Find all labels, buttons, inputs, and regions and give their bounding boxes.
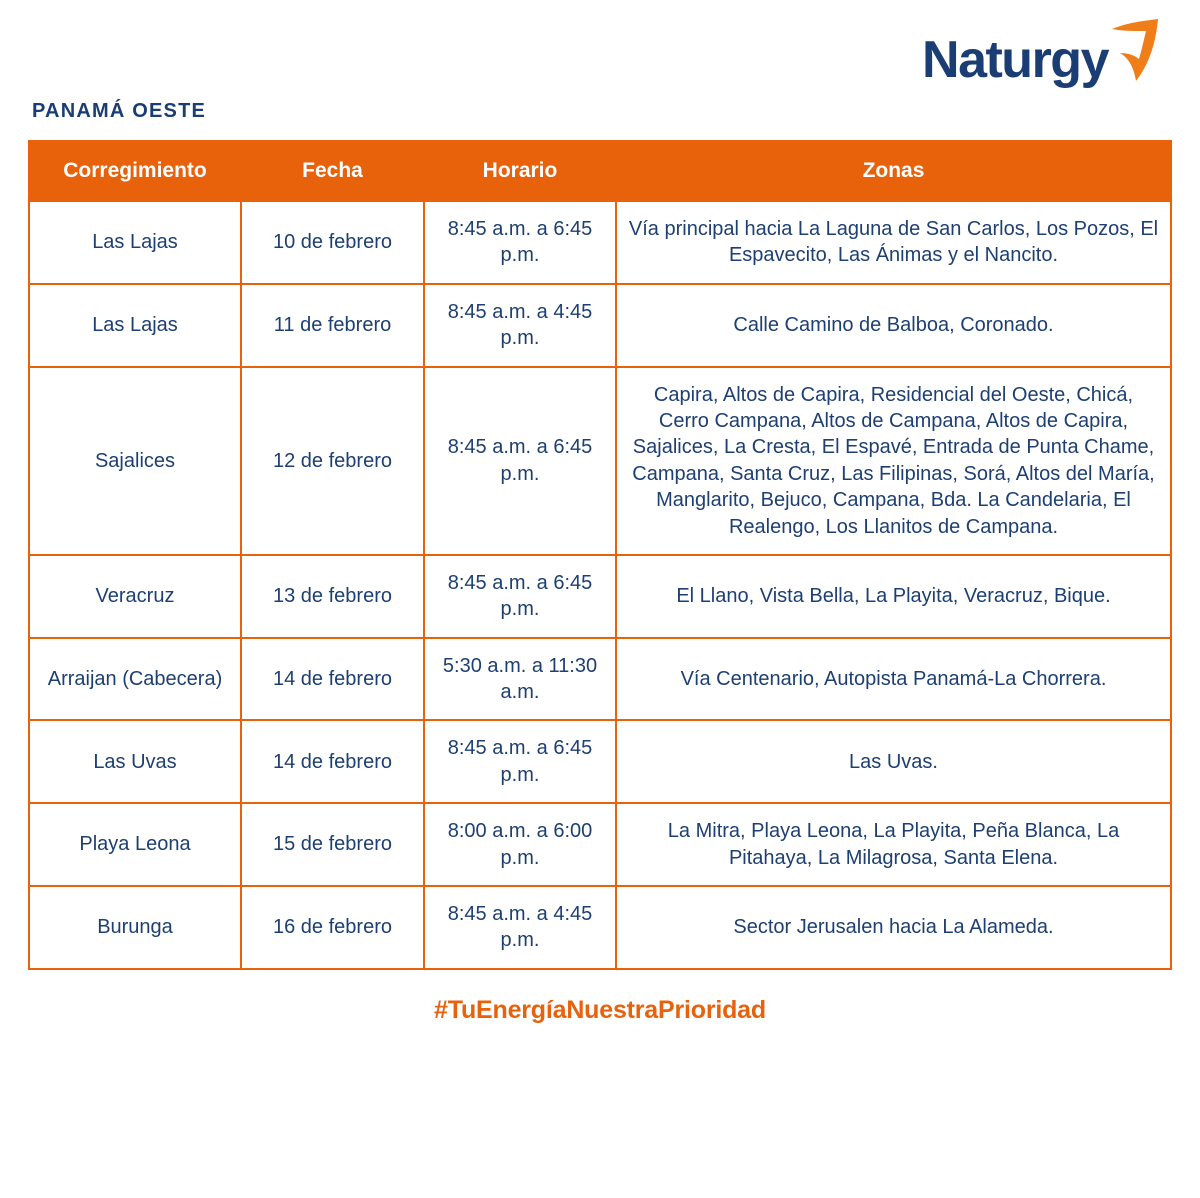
naturgy-logo bbox=[922, 31, 1164, 89]
column-header-fecha: Fecha bbox=[241, 142, 424, 201]
cell-corregimiento: Arraijan (Cabecera) bbox=[30, 638, 241, 721]
cell-zonas: Capira, Altos de Capira, Residencial del Oeste, Chicá, Cerro Campana, Altos de Campana, Altos de Capira, Sajalices, La Cresta, El Espavé, Entrada de Punta Chame, Campana, Santa Cruz, Las Filipinas, Sorá, Altos del María, Manglarito, Bejuco, Campana, Bda. La Candelaria, El Realengo, Los Llanitos de Campana. bbox=[616, 367, 1170, 555]
cell-zonas: La Mitra, Playa Leona, La Playita, Peña Blanca, La Pitahaya, La Milagrosa, Santa Elena. bbox=[616, 803, 1170, 886]
cell-corregimiento: Burunga bbox=[30, 886, 241, 968]
cell-corregimiento: Sajalices bbox=[30, 367, 241, 555]
cell-fecha: 16 de febrero bbox=[241, 886, 424, 968]
cell-zonas: Vía principal hacia La Laguna de San Carlos, Los Pozos, El Espavecito, Las Ánimas y el Nancito. bbox=[616, 201, 1170, 284]
cell-fecha: 13 de febrero bbox=[241, 555, 424, 638]
table-row bbox=[30, 284, 1170, 367]
cell-horario: 5:30 a.m. a 11:30 a.m. bbox=[424, 638, 616, 721]
column-header-horario: Horario bbox=[424, 142, 616, 201]
cell-corregimiento: Las Lajas bbox=[30, 284, 241, 367]
cell-horario: 8:45 a.m. a 4:45 p.m. bbox=[424, 284, 616, 367]
cell-fecha: 11 de febrero bbox=[241, 284, 424, 367]
cell-fecha: 10 de febrero bbox=[241, 201, 424, 284]
cell-corregimiento: Las Uvas bbox=[30, 720, 241, 803]
cell-zonas: El Llano, Vista Bella, La Playita, Veracruz, Bique. bbox=[616, 555, 1170, 638]
table-row bbox=[30, 638, 1170, 721]
table-row bbox=[30, 555, 1170, 638]
page-header bbox=[0, 0, 1200, 140]
cell-corregimiento: Veracruz bbox=[30, 555, 241, 638]
logo-wordmark: Naturgy bbox=[922, 31, 1108, 89]
table-row bbox=[30, 720, 1170, 803]
cell-horario: 8:45 a.m. a 6:45 p.m. bbox=[424, 367, 616, 555]
cell-horario: 8:45 a.m. a 6:45 p.m. bbox=[424, 201, 616, 284]
cell-corregimiento: Las Lajas bbox=[30, 201, 241, 284]
cell-zonas: Vía Centenario, Autopista Panamá-La Chorrera. bbox=[616, 638, 1170, 721]
cell-zonas: Calle Camino de Balboa, Coronado. bbox=[616, 284, 1170, 367]
cell-fecha: 12 de febrero bbox=[241, 367, 424, 555]
cell-zonas: Sector Jerusalen hacia La Alameda. bbox=[616, 886, 1170, 968]
cell-fecha: 14 de febrero bbox=[241, 638, 424, 721]
cell-fecha: 14 de febrero bbox=[241, 720, 424, 803]
table-row bbox=[30, 367, 1170, 555]
outage-schedule-table bbox=[28, 140, 1172, 970]
table-row bbox=[30, 803, 1170, 886]
footer-hashtag: #TuEnergíaNuestraPrioridad bbox=[434, 995, 766, 1024]
naturgy-flame-icon bbox=[1106, 19, 1164, 85]
cell-horario: 8:00 a.m. a 6:00 p.m. bbox=[424, 803, 616, 886]
cell-corregimiento: Playa Leona bbox=[30, 803, 241, 886]
cell-horario: 8:45 a.m. a 6:45 p.m. bbox=[424, 555, 616, 638]
table-body bbox=[30, 201, 1170, 968]
cell-horario: 8:45 a.m. a 4:45 p.m. bbox=[424, 886, 616, 968]
column-header-zonas: Zonas bbox=[616, 142, 1170, 201]
table-row bbox=[30, 886, 1170, 968]
cell-zonas: Las Uvas. bbox=[616, 720, 1170, 803]
cell-horario: 8:45 a.m. a 6:45 p.m. bbox=[424, 720, 616, 803]
page-title: PANAMÁ OESTE bbox=[32, 100, 207, 122]
table-row bbox=[30, 201, 1170, 284]
table-header-row bbox=[30, 142, 1170, 201]
column-header-corregimiento: Corregimiento bbox=[30, 142, 241, 201]
cell-fecha: 15 de febrero bbox=[241, 803, 424, 886]
